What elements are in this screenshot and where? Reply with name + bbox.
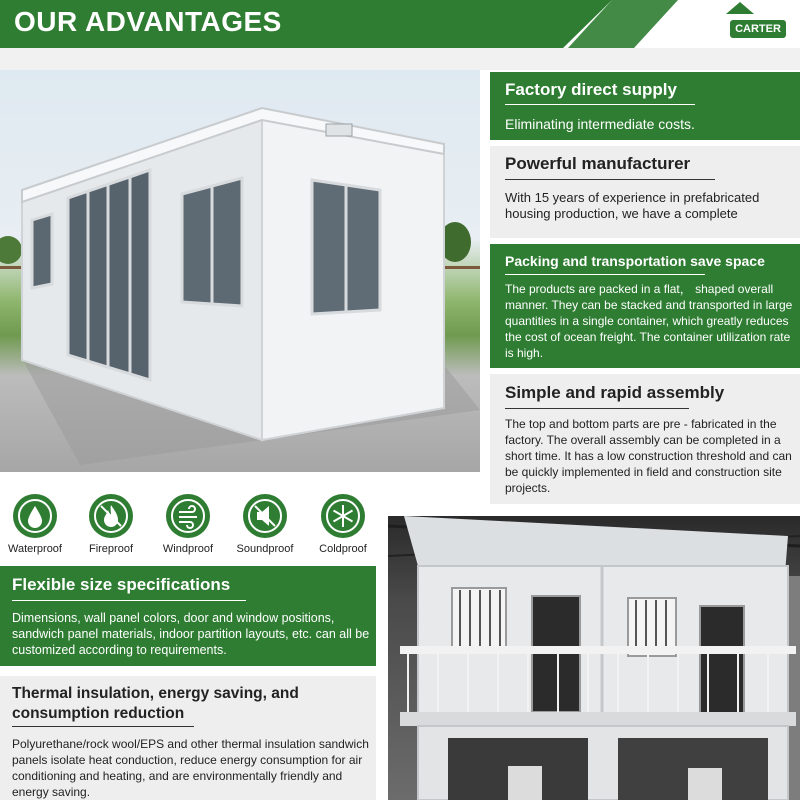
- stacked-container-photo: [388, 516, 800, 800]
- panel-title: Thermal insulation, energy saving, and consumption reduction: [12, 685, 299, 722]
- panel-text: The top and bottom parts are pre - fabricated in the factory. The overall assembly can be completed in a short time. It has a low construction threshold and can be quickly implemented in field and construction site projects.: [505, 417, 792, 495]
- panel-title: Flexible size specifications: [12, 575, 231, 594]
- flame-icon: [89, 494, 133, 538]
- water-drop-icon: [13, 494, 57, 538]
- panel-thermal-insulation: [0, 676, 376, 800]
- header-divider-band: [0, 48, 800, 70]
- panel-flexible-size: [0, 566, 376, 666]
- feature-label: Fireproof: [88, 543, 134, 555]
- title-underline: [505, 274, 705, 275]
- panel-packing-transport: [490, 244, 800, 368]
- snowflake-icon: [321, 494, 365, 538]
- panel-title: Factory direct supply: [505, 80, 677, 99]
- feature-label: Coldproof: [319, 543, 367, 555]
- panel-text: The products are packed in a flat， shaped overall manner. They can be stacked and transported in large quantities in a single container, which greatly reduces the cost of ocean freight. The container utilization rate is high.: [505, 282, 793, 360]
- container-house-illustration: [0, 70, 480, 472]
- feature-waterproof: [0, 490, 73, 555]
- panel-factory-direct: [490, 72, 800, 140]
- panel-title: Simple and rapid assembly: [505, 383, 725, 402]
- logo-text: CARTER: [730, 20, 786, 38]
- panel-rapid-assembly: [490, 374, 800, 504]
- title-underline: [505, 408, 689, 409]
- feature-label: Windproof: [162, 543, 214, 555]
- page-title: OUR ADVANTAGES: [14, 6, 282, 37]
- panel-text: Dimensions, wall panel colors, door and window positions, sandwich panel materials, indoor partition layouts, etc. can all be customized according to requirements.: [12, 611, 370, 657]
- panel-title: Powerful manufacturer: [505, 154, 691, 173]
- container-house-photo: [0, 70, 480, 472]
- panel-powerful-manufacturer: [490, 146, 800, 238]
- carter-logo: [722, 2, 786, 42]
- panel-title: Packing and transportation save space: [505, 253, 765, 269]
- feature-label: Soundproof: [236, 543, 294, 555]
- panel-text: Polyurethane/rock wool/EPS and other thermal insulation sandwich panels isolate heat conduction, reduce energy consumption for air conditioning and heating, and are environmentally friendly and energy saving.: [12, 737, 369, 799]
- title-underline: [505, 179, 715, 180]
- title-underline: [505, 104, 695, 105]
- feature-icons-row: [0, 490, 380, 560]
- house-icon: [726, 2, 754, 14]
- feature-fireproof: [73, 490, 149, 555]
- feature-windproof: [150, 490, 226, 555]
- panel-text: Eliminating intermediate costs.: [505, 116, 695, 132]
- page-header: [0, 0, 800, 48]
- feature-coldproof: [305, 490, 381, 555]
- title-underline: [12, 726, 194, 727]
- title-underline: [12, 600, 246, 601]
- panel-text: With 15 years of experience in prefabricated housing production, we have a complete: [505, 190, 760, 221]
- feature-label: Waterproof: [7, 543, 62, 555]
- wind-icon: [166, 494, 210, 538]
- stacked-container-illustration: [388, 516, 800, 800]
- feature-soundproof: [227, 490, 303, 555]
- speaker-mute-icon: [243, 494, 287, 538]
